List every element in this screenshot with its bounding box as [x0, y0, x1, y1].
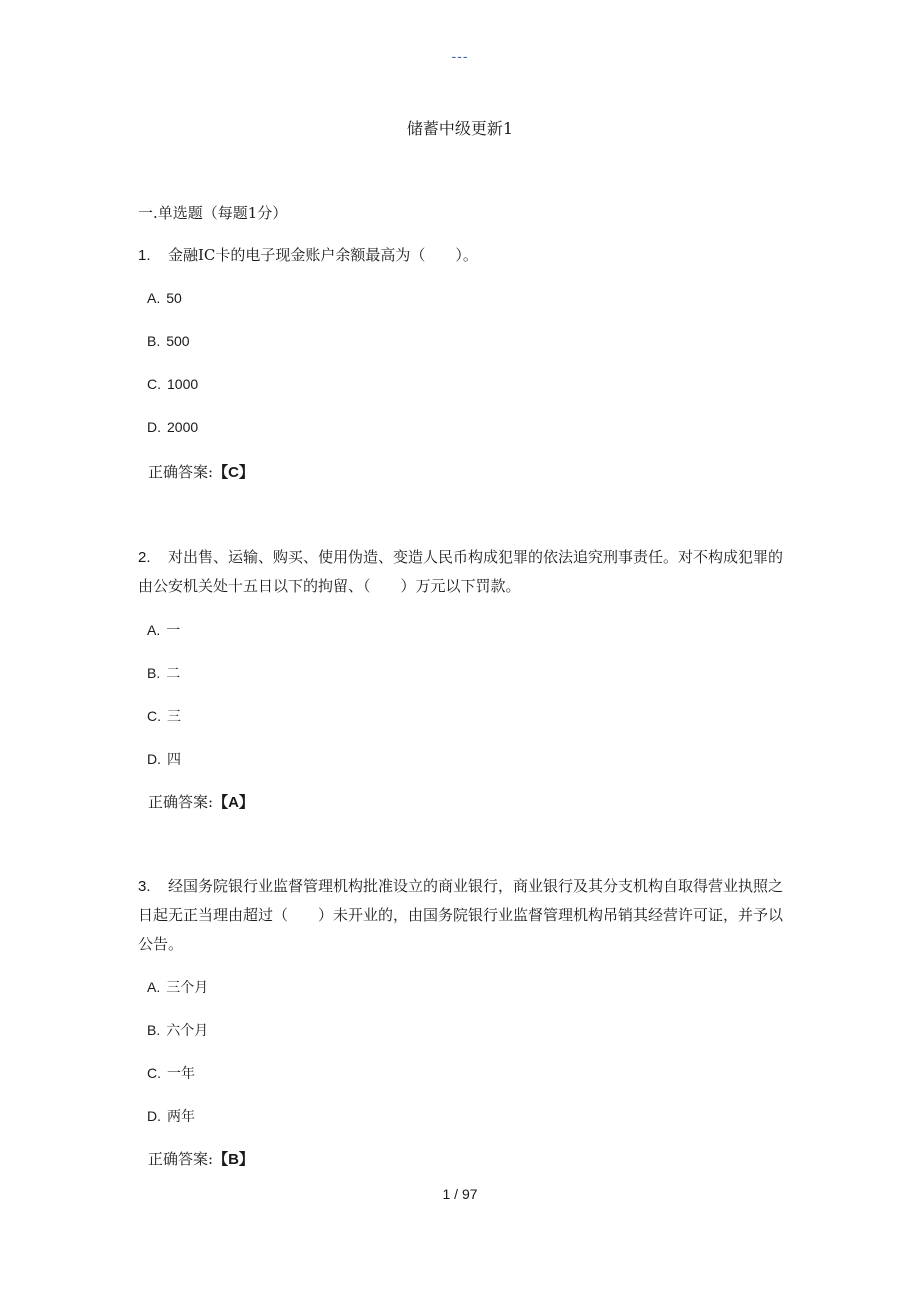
- option-text: 六个月: [166, 1022, 209, 1038]
- option-text: 一年: [167, 1065, 195, 1081]
- option-text: 三个月: [166, 979, 209, 995]
- answer-label: 正确答案:: [148, 793, 214, 811]
- option-letter: B.: [147, 333, 161, 349]
- option-letter: B.: [147, 665, 161, 681]
- option-c: [147, 706, 181, 726]
- answer-1: [148, 461, 254, 482]
- answer-2: [148, 791, 254, 812]
- option-a: [147, 620, 180, 640]
- question-text: 对出售、运输、购买、使用伪造、变造人民币构成犯罪的依法追究刑事责任。对不构成犯罪的由公安机关处十五日以下的拘留、（ ）万元以下罚款。: [138, 548, 784, 595]
- option-text: 四: [167, 751, 181, 767]
- option-letter: A.: [147, 979, 161, 995]
- option-letter: D.: [147, 419, 161, 435]
- option-text: 三: [167, 708, 181, 724]
- option-text: 500: [166, 333, 190, 349]
- page-number: 1 / 97: [442, 1186, 478, 1202]
- option-b: [147, 663, 180, 683]
- answer-label: 正确答案:: [148, 1150, 214, 1168]
- answer-label: 正确答案:: [148, 463, 214, 481]
- option-d: [147, 419, 198, 435]
- section-heading: 一.单选题（每题1分）: [138, 204, 288, 222]
- answer-3: [148, 1148, 254, 1169]
- option-b: [147, 333, 190, 349]
- option-text: 一: [166, 622, 181, 638]
- question-text: 经国务院银行业监督管理机构批准设立的商业银行，商业银行及其分支机构自取得营业执照之日起无正当理由超过（ ）未开业的，由国务院银行业监督管理机构吊销其经营许可证，并予以公告。: [138, 877, 784, 953]
- option-c: [147, 1063, 195, 1083]
- question-3: [138, 872, 788, 959]
- question-text: 金融IC卡的电子现金账户余额最高为（ ）。: [168, 246, 478, 264]
- question-number: 1.: [138, 247, 151, 264]
- option-letter: A.: [147, 290, 161, 306]
- option-letter: C.: [147, 376, 161, 392]
- option-letter: B.: [147, 1022, 161, 1038]
- option-d: [147, 1106, 195, 1126]
- option-c: [147, 376, 198, 392]
- option-a: [147, 290, 182, 306]
- question-1: [138, 241, 788, 270]
- option-letter: D.: [147, 751, 161, 767]
- question-number: 3.: [138, 878, 151, 895]
- question-2: [138, 543, 788, 601]
- option-b: [147, 1020, 208, 1040]
- option-letter: C.: [147, 708, 161, 724]
- answer-value: 【A】: [213, 794, 254, 811]
- answer-value: 【B】: [213, 1151, 254, 1168]
- option-a: [147, 977, 208, 997]
- option-text: 2000: [167, 419, 199, 435]
- header-mark: ---: [451, 48, 469, 64]
- option-letter: A.: [147, 622, 161, 638]
- answer-value: 【C】: [213, 464, 254, 481]
- option-text: 1000: [167, 376, 199, 392]
- option-text: 50: [166, 290, 182, 306]
- option-text: 两年: [167, 1108, 195, 1124]
- document-title: 储蓄中级更新1: [406, 119, 514, 138]
- option-letter: C.: [147, 1065, 161, 1081]
- option-d: [147, 749, 181, 769]
- option-text: 二: [166, 665, 181, 681]
- option-letter: D.: [147, 1108, 161, 1124]
- question-number: 2.: [138, 549, 151, 566]
